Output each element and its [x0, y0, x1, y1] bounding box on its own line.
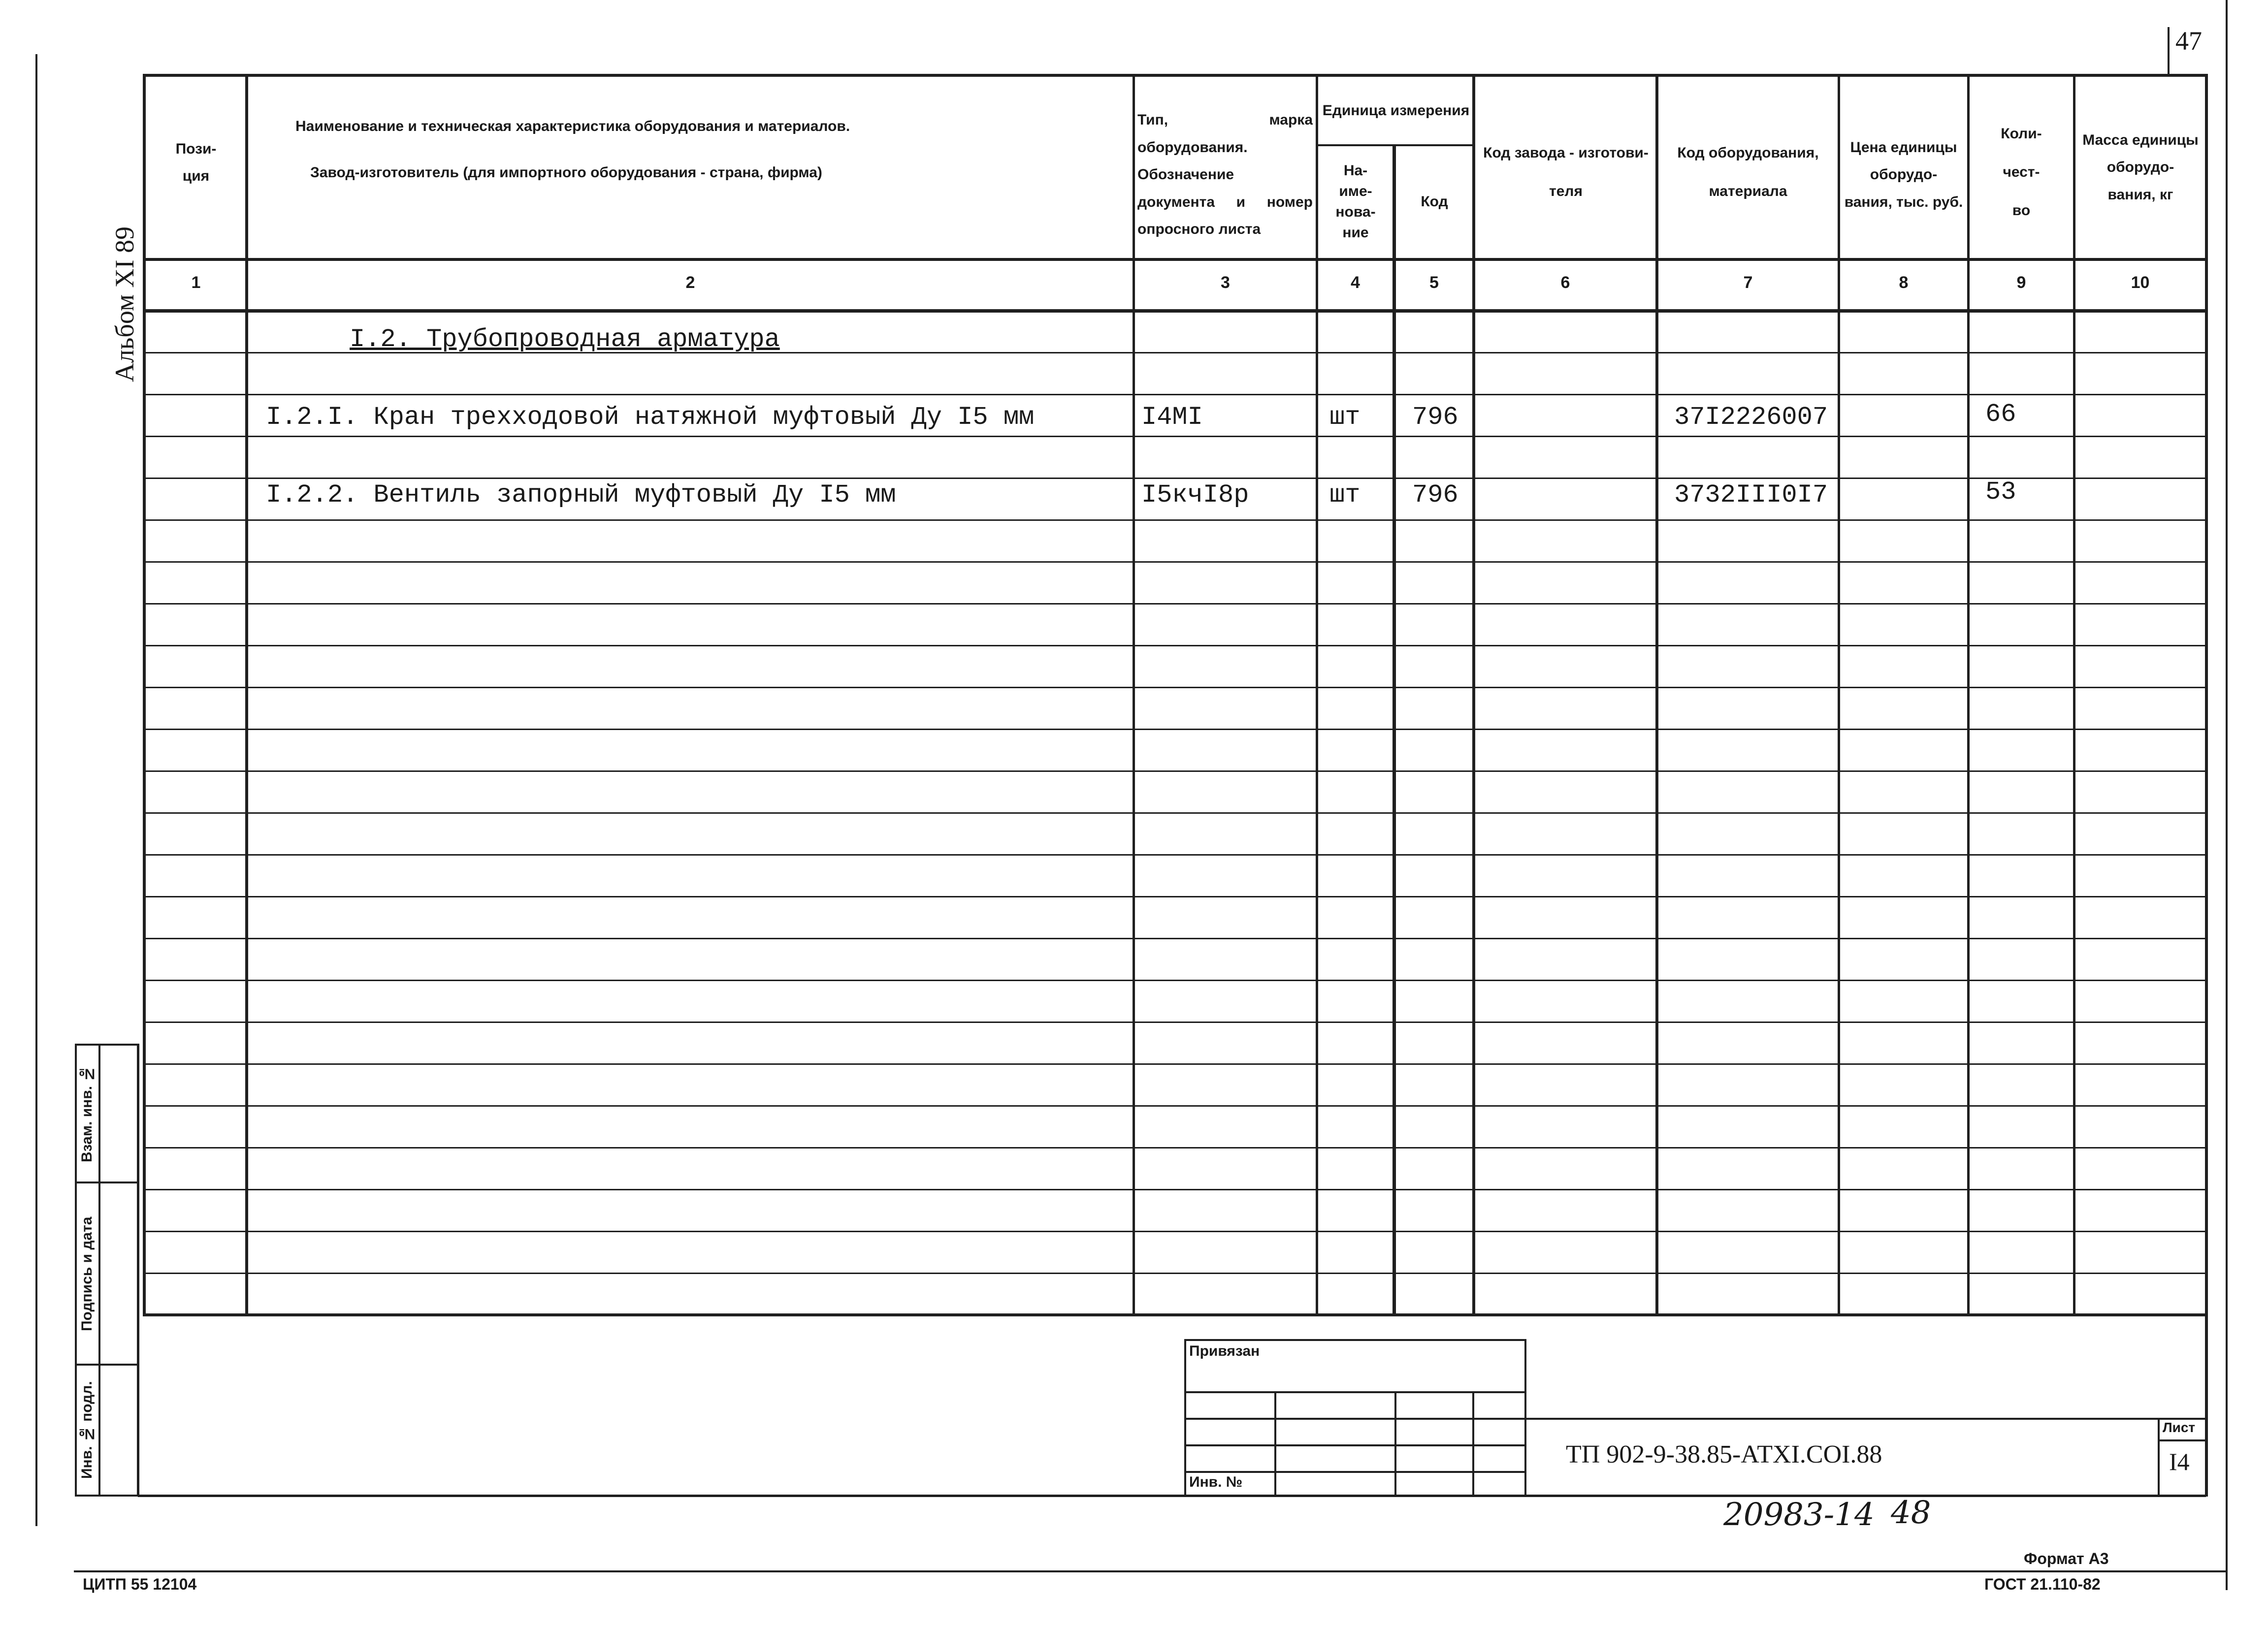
colnum-5: 5: [1429, 273, 1439, 292]
header-col2-line1: Наименование и техническая характеристика оборудования и материалов.: [295, 118, 850, 134]
item-name: I.2.I. Кран трехходовой натяжной муфтовый Ду I5 мм: [266, 403, 1035, 432]
privyazan-top: [1184, 1339, 1526, 1341]
privyazan-label: Привязан: [1189, 1343, 1260, 1359]
sheet-number-box-left: [2168, 27, 2170, 76]
album-label: Альбом XI 89: [110, 226, 139, 383]
list-label: Лист: [2163, 1420, 2196, 1435]
row-line: [143, 729, 2206, 730]
row-line: [143, 1147, 2206, 1149]
header-col1: Пози- ция: [175, 140, 217, 184]
row-line: [143, 1231, 2206, 1232]
row-line: [143, 645, 2206, 646]
privyazan-vcol1: [1274, 1391, 1276, 1497]
header-bottom-line: [143, 258, 2206, 261]
frame-right-line: [2205, 74, 2208, 1497]
side-stamp-sep1: [75, 1181, 139, 1183]
row-line: [143, 1105, 2206, 1107]
sheet-right-line: [2226, 0, 2228, 1590]
privyazan-vcol3: [1472, 1391, 1474, 1497]
row-line: [143, 770, 2206, 772]
unit-group-divider: [1316, 144, 1474, 146]
doc-code-top: [1524, 1418, 2206, 1420]
frame-left-line: [35, 54, 37, 1526]
side-stamp-vzam: Взам. инв. №: [79, 1065, 95, 1162]
row-line: [143, 1273, 2206, 1274]
header-col6: Код завода - изготови- теля: [1483, 145, 1649, 199]
item-material-code: 37I2226007: [1674, 403, 1828, 432]
privyazan-row2: [1184, 1418, 1526, 1420]
row-line: [143, 603, 2206, 605]
header-col7: Код оборудования, материала: [1677, 145, 1819, 199]
header-col5: Код: [1421, 193, 1448, 210]
footer-gost: ГОСТ 21.110-82: [1984, 1575, 2101, 1593]
privyazan-row1: [1184, 1391, 1526, 1393]
list-box-left: [2158, 1418, 2160, 1497]
frame-top-line: [143, 74, 2206, 77]
header-col2-line2: Завод-изготовитель (для импортного оборудования - страна, фирма): [310, 164, 822, 181]
colnum-1: 1: [191, 273, 201, 292]
item-unit-code: 796: [1412, 403, 1458, 432]
sheet-number: 47: [2175, 26, 2202, 56]
colnum-8: 8: [1899, 273, 1909, 292]
handwritten-number: 20983-14: [1723, 1497, 1875, 1533]
row-line: [143, 519, 2206, 521]
footer-format: Формат А3: [2024, 1550, 2109, 1567]
row-line: [143, 896, 2206, 897]
side-stamp-inv-podl: Инв. № подл.: [79, 1381, 95, 1479]
item-quantity: 53: [1985, 478, 2016, 507]
numbers-row-bottom-line: [143, 309, 2206, 313]
row-line: [143, 812, 2206, 814]
side-stamp-top: [75, 1044, 139, 1046]
row-line: [143, 854, 2206, 856]
privyazan-vcol2: [1394, 1391, 1396, 1497]
privyazan-row4: [1184, 1471, 1526, 1473]
table-bottom-border: [143, 1313, 2206, 1316]
inv-no-label: Инв. №: [1189, 1474, 1243, 1490]
item-name: I.2.2. Вентиль запорный муфтовый Ду I5 мм: [266, 480, 896, 510]
header-col3: Тип, марка оборудования. Обозначение документа и номер опросного листа: [1137, 112, 1313, 238]
colnum-3: 3: [1221, 273, 1230, 292]
side-stamp-bottom: [75, 1495, 139, 1497]
header-col4: На- име- нова- ние: [1335, 162, 1376, 241]
row-line: [143, 687, 2206, 688]
colnum-9: 9: [2016, 273, 2026, 292]
item-unit-name: шт: [1329, 403, 1361, 432]
item-type: I5кчI8р: [1141, 480, 1249, 510]
side-stamp-podpis: Подпись и дата: [79, 1216, 95, 1331]
row-line: [143, 980, 2206, 981]
item-unit-code: 796: [1412, 480, 1458, 510]
privyazan-row3: [1184, 1444, 1526, 1446]
handwritten-number-2: 48: [1891, 1495, 1931, 1531]
header-col9: Коли- чест- во: [2001, 126, 2042, 219]
colnum-6: 6: [1560, 273, 1570, 292]
header-col2: [251, 118, 1128, 181]
list-box-mid: [2158, 1439, 2206, 1441]
item-quantity: 66: [1985, 400, 2016, 429]
side-stamp-right: [137, 1044, 139, 1497]
side-stamp-left: [75, 1044, 77, 1497]
row-line: [143, 1021, 2206, 1023]
header-col8: Цена единицы оборудо- вания, тыс. руб.: [1844, 139, 1963, 210]
row-line: [143, 938, 2206, 939]
colnum-4: 4: [1351, 273, 1360, 292]
side-stamp-divider: [98, 1044, 100, 1497]
footer-bottom-line: [74, 1570, 2227, 1572]
colnum-2: 2: [685, 273, 695, 292]
doc-code: ТП 902-9-38.85-АТХI.СОI.88: [1566, 1440, 1882, 1468]
item-material-code: 3732III0I7: [1674, 480, 1828, 510]
row-line: [143, 561, 2206, 563]
section-title: I.2. Трубопроводная арматура: [350, 325, 780, 354]
item-type: I4MI: [1141, 403, 1203, 432]
list-value: I4: [2169, 1448, 2190, 1475]
row-line: [143, 436, 2206, 437]
item-unit-name: шт: [1329, 480, 1361, 510]
colnum-10: 10: [2131, 273, 2150, 292]
header-unit-group: Единица измерения: [1322, 102, 1470, 119]
row-line: [143, 1189, 2206, 1190]
footer-left: ЦИТП 55 12104: [83, 1575, 197, 1593]
row-line: [143, 478, 2206, 479]
side-stamp-sep2: [75, 1364, 139, 1366]
row-line: [143, 1063, 2206, 1065]
row-line: [143, 394, 2206, 395]
header-col10: Масса единицы оборудо- вания, кг: [2082, 131, 2199, 203]
colnum-7: 7: [1743, 273, 1753, 292]
